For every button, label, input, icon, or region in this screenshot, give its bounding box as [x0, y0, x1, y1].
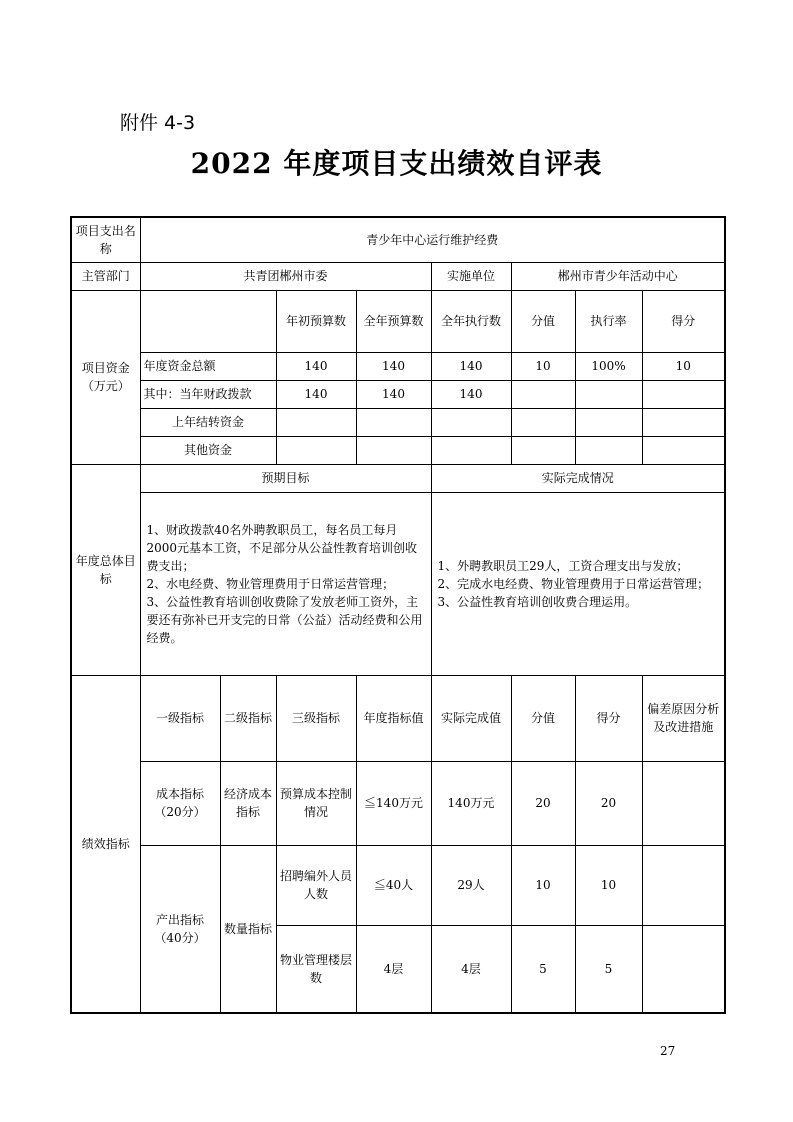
funds-cell: 140	[431, 380, 511, 408]
page-title: 2022 年度项目支出绩效自评表	[190, 147, 603, 180]
project-name-label: 项目支出名称	[71, 217, 140, 262]
actual-result-text: 1、外聘教职员工29人，工资合理支出与发放； 2、完成水电经费、物业管理费用于日常运营管理； 3、公益性教育培训创收费合理运用。	[431, 492, 725, 675]
funds-cell: 140	[356, 352, 431, 380]
ind-header-level3: 三级指标	[276, 675, 356, 761]
output-score: 5	[575, 925, 642, 1013]
ind-header-level2: 二级指标	[220, 675, 276, 761]
expected-goal-header: 预期目标	[140, 464, 431, 492]
expected-goal-text: 1、财政拨款40名外聘教职员工，每名员工每月2000元基本工资，不足部分从公益性教育培训创收费支出； 2、水电经费、物业管理费用于日常运营管理； 3、公益性教育培训创收费除了发放老师工资外，主要还有弥补已开支完的日常（公益）活动经费和公用经费。	[140, 492, 431, 675]
actual-result-header: 实际完成情况	[431, 464, 725, 492]
funds-cell	[276, 436, 356, 464]
funds-cell	[511, 408, 575, 436]
funds-cell	[356, 436, 431, 464]
goals-section-label: 年度总体目标	[71, 464, 140, 675]
funds-row-label: 年度资金总额	[140, 352, 276, 380]
funds-cell	[642, 408, 725, 436]
cost-level3: 预算成本控制情况	[276, 761, 356, 845]
funds-cell: 140	[276, 380, 356, 408]
cost-score-value: 20	[511, 761, 575, 845]
output-actual: 4层	[431, 925, 511, 1013]
funds-header-blank	[140, 290, 276, 352]
ind-header-level1: 一级指标	[140, 675, 220, 761]
cost-deviation	[642, 761, 725, 845]
performance-table	[70, 216, 726, 1014]
cost-target: ≦140万元	[356, 761, 431, 845]
output-actual: 29人	[431, 845, 511, 925]
funds-row-label: 其他资金	[140, 436, 276, 464]
cost-actual: 140万元	[431, 761, 511, 845]
output-score: 10	[575, 845, 642, 925]
ind-header-target: 年度指标值	[356, 675, 431, 761]
funds-cell: 10	[511, 352, 575, 380]
funds-cell	[276, 408, 356, 436]
annex-label: 附件 4-3	[120, 112, 196, 134]
dept-label: 主管部门	[71, 262, 140, 290]
project-name-value: 青少年中心运行维护经费	[140, 217, 725, 262]
cost-level1: 成本指标（20分）	[140, 761, 220, 845]
output-target: ≦40人	[356, 845, 431, 925]
funds-header-score-value: 分值	[511, 290, 575, 352]
funds-cell	[431, 436, 511, 464]
output-level2: 数量指标	[220, 845, 276, 1013]
output-score-value: 5	[511, 925, 575, 1013]
output-deviation	[642, 925, 725, 1013]
funds-cell	[642, 380, 725, 408]
funds-cell	[431, 408, 511, 436]
funds-section-label: 项目资金（万元）	[71, 290, 140, 464]
funds-cell	[511, 436, 575, 464]
ind-header-deviation: 偏差原因分析及改进措施	[642, 675, 725, 761]
funds-cell	[575, 408, 642, 436]
ind-header-score-value: 分值	[511, 675, 575, 761]
ind-header-score: 得分	[575, 675, 642, 761]
funds-header-annual: 全年预算数	[356, 290, 431, 352]
output-score-value: 10	[511, 845, 575, 925]
funds-cell: 140	[356, 380, 431, 408]
output-level3: 招聘编外人员人数	[276, 845, 356, 925]
funds-cell: 140	[431, 352, 511, 380]
funds-header-initial: 年初预算数	[276, 290, 356, 352]
page-number: 27	[660, 1044, 676, 1058]
funds-cell	[575, 436, 642, 464]
funds-header-executed: 全年执行数	[431, 290, 511, 352]
funds-header-score: 得分	[642, 290, 725, 352]
ind-header-actual: 实际完成值	[431, 675, 511, 761]
output-deviation	[642, 845, 725, 925]
funds-cell: 100%	[575, 352, 642, 380]
cost-score: 20	[575, 761, 642, 845]
funds-cell	[575, 380, 642, 408]
funds-row-label: 其中：当年财政拨款	[140, 380, 276, 408]
impl-value: 郴州市青少年活动中心	[511, 262, 725, 290]
output-target: 4层	[356, 925, 431, 1013]
funds-cell	[511, 380, 575, 408]
impl-label: 实施单位	[431, 262, 511, 290]
funds-cell	[356, 408, 431, 436]
funds-cell: 140	[276, 352, 356, 380]
funds-cell	[642, 436, 725, 464]
cost-level2: 经济成本指标	[220, 761, 276, 845]
funds-header-rate: 执行率	[575, 290, 642, 352]
funds-cell: 10	[642, 352, 725, 380]
dept-value: 共青团郴州市委	[140, 262, 431, 290]
output-level3: 物业管理楼层数	[276, 925, 356, 1013]
output-level1: 产出指标（40分）	[140, 845, 220, 1013]
funds-row-label: 上年结转资金	[140, 408, 276, 436]
indicators-section-label: 绩效指标	[71, 675, 140, 1013]
